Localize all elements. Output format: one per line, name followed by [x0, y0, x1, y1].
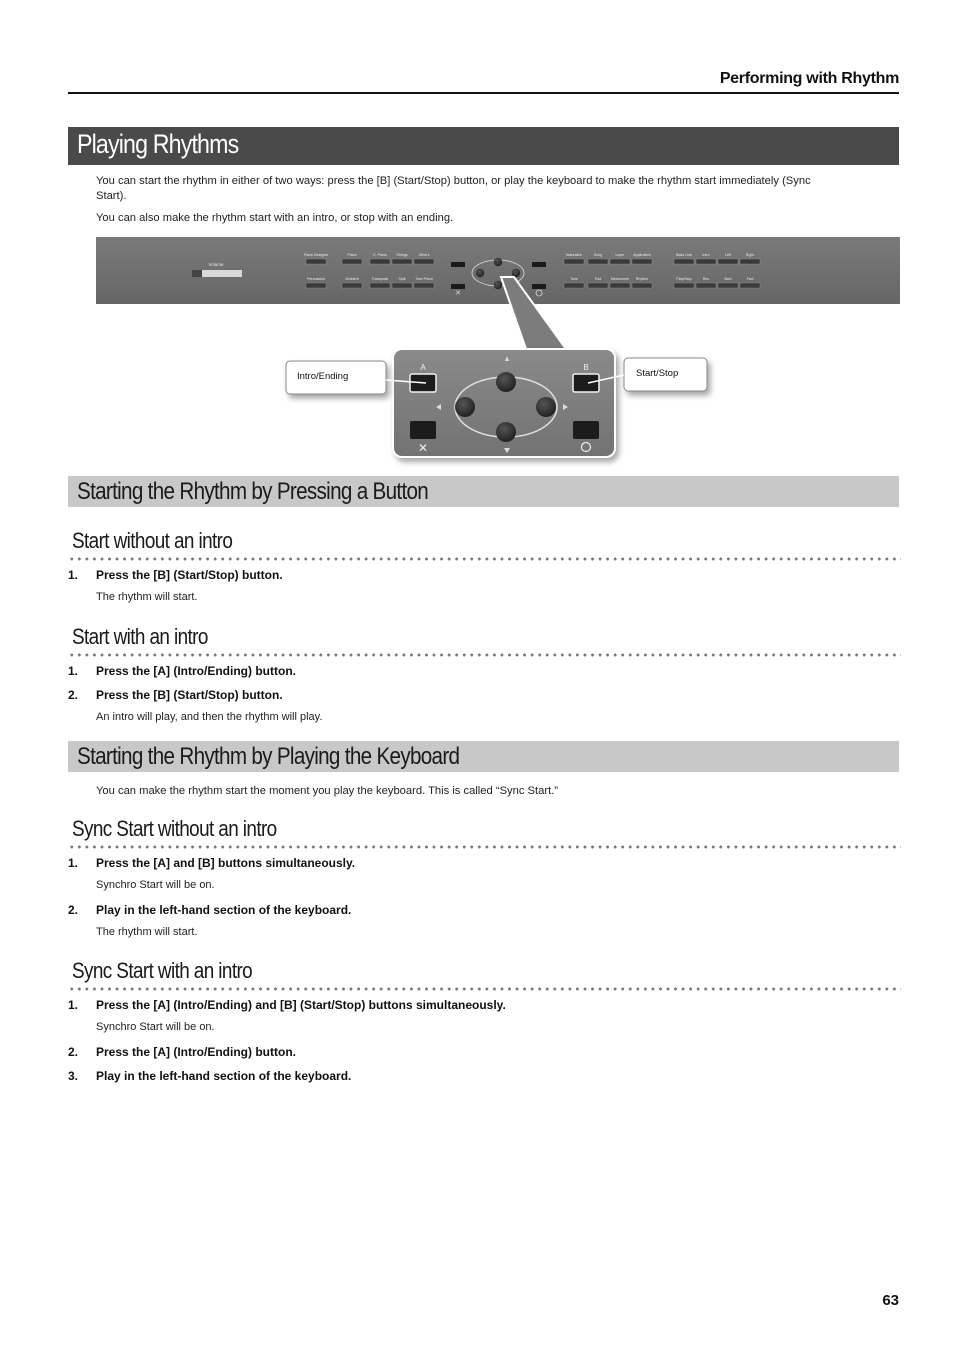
dotted-rule — [68, 987, 901, 991]
panel-top-label: Bass Line — [676, 253, 692, 257]
button-b-label: B — [583, 363, 589, 372]
panel-bottom-label: Pad — [594, 277, 602, 281]
panel-bottom-button — [696, 283, 716, 288]
header-rule — [68, 92, 899, 94]
panel-top-label: Strings — [396, 253, 408, 257]
panel-top-button — [718, 259, 738, 264]
panel-bottom-button — [392, 283, 412, 288]
panel-top-label: Piano — [347, 253, 357, 257]
panel-bottom-button — [588, 283, 608, 288]
cursor-right-knob — [536, 397, 556, 417]
panel-bottom-label: Ambient — [345, 277, 359, 281]
panel-top-label: Layer — [615, 253, 625, 257]
step-text: Play in the left-hand section of the keyboard. — [96, 903, 352, 917]
step-note: Synchro Start will be on. — [96, 879, 215, 891]
step-number: 1. — [68, 856, 79, 870]
panel-top-button — [392, 259, 412, 264]
panel-bottom-button — [674, 283, 694, 288]
dotted-rule — [68, 845, 901, 849]
step-note: An intro will play, and then the rhythm will play. — [96, 711, 323, 723]
panel-bottom-button — [740, 283, 760, 288]
section-title-bar — [68, 127, 899, 165]
panel-figure — [96, 237, 900, 467]
step-text: Press the [A] and [B] buttons simultaneously. — [96, 856, 356, 870]
cursor-up-knob — [496, 372, 516, 392]
panel-top-button — [306, 259, 326, 264]
panel-top-button — [414, 259, 434, 264]
svg-text:✕: ✕ — [455, 290, 461, 297]
step-number: 2. — [68, 688, 79, 702]
panel-illustration — [96, 237, 900, 467]
intro-line-1b: Start). — [96, 190, 127, 202]
panel-bottom-label: Bwd — [724, 277, 732, 281]
step-text: Play in the left-hand section of the keyboard. — [96, 1069, 352, 1083]
step-number: 1. — [68, 998, 79, 1012]
section-title-bar-button — [68, 476, 899, 507]
panel-top-label: Application — [633, 253, 651, 257]
panel-bottom-button — [306, 283, 326, 288]
dotted-rule — [68, 653, 901, 657]
panel-top-button — [696, 259, 716, 264]
intro-paragraph-2: You can also make the rhythm start with an intro, or stop with an ending. — [96, 212, 454, 224]
keyboard-intro: You can make the rhythm start the moment you play the keyboard. This is called “Sync Start.” — [96, 785, 559, 797]
step-text: Press the [B] (Start/Stop) button. — [96, 688, 283, 702]
panel-top-label: Others — [418, 253, 430, 257]
panel-bottom-button — [632, 283, 652, 288]
panel-top-label: Left — [725, 253, 731, 257]
callout-start-stop-text: Start/Stop — [636, 368, 679, 379]
step-text: Press the [A] (Intro/Ending) button. — [96, 664, 296, 678]
panel-top-label: E. Piano — [373, 253, 387, 257]
step-number: 2. — [68, 1045, 79, 1059]
panel-top-button — [674, 259, 694, 264]
section-title-bar-keyboard — [68, 741, 899, 772]
panel-top-label: Naturalize — [565, 253, 583, 257]
step-text: Press the [A] (Intro/Ending) button. — [96, 1045, 296, 1059]
panel-top-button — [588, 259, 608, 264]
intro-line-1: You can start the rhythm in either of two ways: press the [B] (Start/Stop) button, or play the keyboard to make the rhythm start immediately (Sync — [96, 175, 811, 187]
button-a-label: A — [420, 363, 426, 372]
panel-top-button — [370, 259, 390, 264]
subsection-title: Start with an intro — [72, 624, 208, 649]
panel-bottom-button — [342, 283, 362, 288]
panel-bottom-button — [370, 283, 390, 288]
panel-top-label: Intro — [702, 253, 710, 257]
panel-top-button — [740, 259, 760, 264]
step-text: Press the [A] (Intro/Ending) and [B] (Start/Stop) buttons simultaneously. — [96, 998, 506, 1012]
panel-top-button — [564, 259, 584, 264]
step-note: The rhythm will start. — [96, 926, 198, 938]
button-b — [573, 374, 599, 392]
panel-bottom-label: Metronome — [610, 277, 630, 281]
volume-label: Volume — [208, 262, 224, 267]
cursor-down-knob — [496, 422, 516, 442]
step-note: The rhythm will start. — [96, 591, 198, 603]
intro-paragraph-1 — [96, 174, 886, 204]
panel-bottom-label: Transpose — [371, 277, 389, 281]
step-number: 3. — [68, 1069, 79, 1083]
section-title-button: Starting the Rhythm by Pressing a Button — [77, 478, 429, 505]
panel-bottom-label: Rec — [702, 277, 710, 281]
panel-bottom-label: Split — [398, 277, 406, 281]
panel-top-label: Right — [745, 253, 755, 257]
panel-bottom-button — [718, 283, 738, 288]
panel-top-button — [610, 259, 630, 264]
section-title: Playing Rhythms — [77, 129, 239, 159]
button-exit — [410, 421, 436, 439]
step-number: 1. — [68, 568, 79, 582]
volume-knob — [192, 270, 202, 277]
step-text: Press the [B] (Start/Stop) button. — [96, 568, 283, 582]
step-number: 1. — [68, 664, 79, 678]
panel-top-label: Song — [593, 253, 603, 257]
button-enter — [573, 421, 599, 439]
step-note: Synchro Start will be on. — [96, 1021, 215, 1033]
panel-bottom-label: Percussion — [307, 277, 325, 281]
section-title-keyboard: Starting the Rhythm by Playing the Keyboard — [77, 743, 460, 770]
panel-top-button — [342, 259, 362, 264]
dotted-rule — [68, 557, 901, 561]
panel-bottom-label: Play/Stop — [676, 277, 692, 281]
panel-bottom-label: Rhythm — [635, 277, 649, 281]
callout-intro-ending-text: Intro/Ending — [297, 371, 349, 382]
page-number: 63 — [882, 1292, 899, 1309]
subsection-title: Sync Start with an intro — [72, 958, 253, 983]
step-number: 2. — [68, 903, 79, 917]
panel-bottom-label: Tone — [570, 277, 578, 281]
panel-bottom-label: Fwd — [746, 277, 754, 281]
panel-top-button — [632, 259, 652, 264]
subsection-title: Start without an intro — [72, 528, 233, 553]
panel-bottom-button — [414, 283, 434, 288]
subsection-title: Sync Start without an intro — [72, 816, 277, 841]
panel-bottom-button — [610, 283, 630, 288]
panel-bottom-label: Twin Piano — [415, 277, 433, 281]
svg-text:✕: ✕ — [417, 441, 429, 455]
panel-bottom-button — [564, 283, 584, 288]
running-header: Performing with Rhythm — [719, 70, 899, 87]
panel-top-label: Piano Designer — [303, 253, 329, 257]
cursor-left-knob — [455, 397, 475, 417]
